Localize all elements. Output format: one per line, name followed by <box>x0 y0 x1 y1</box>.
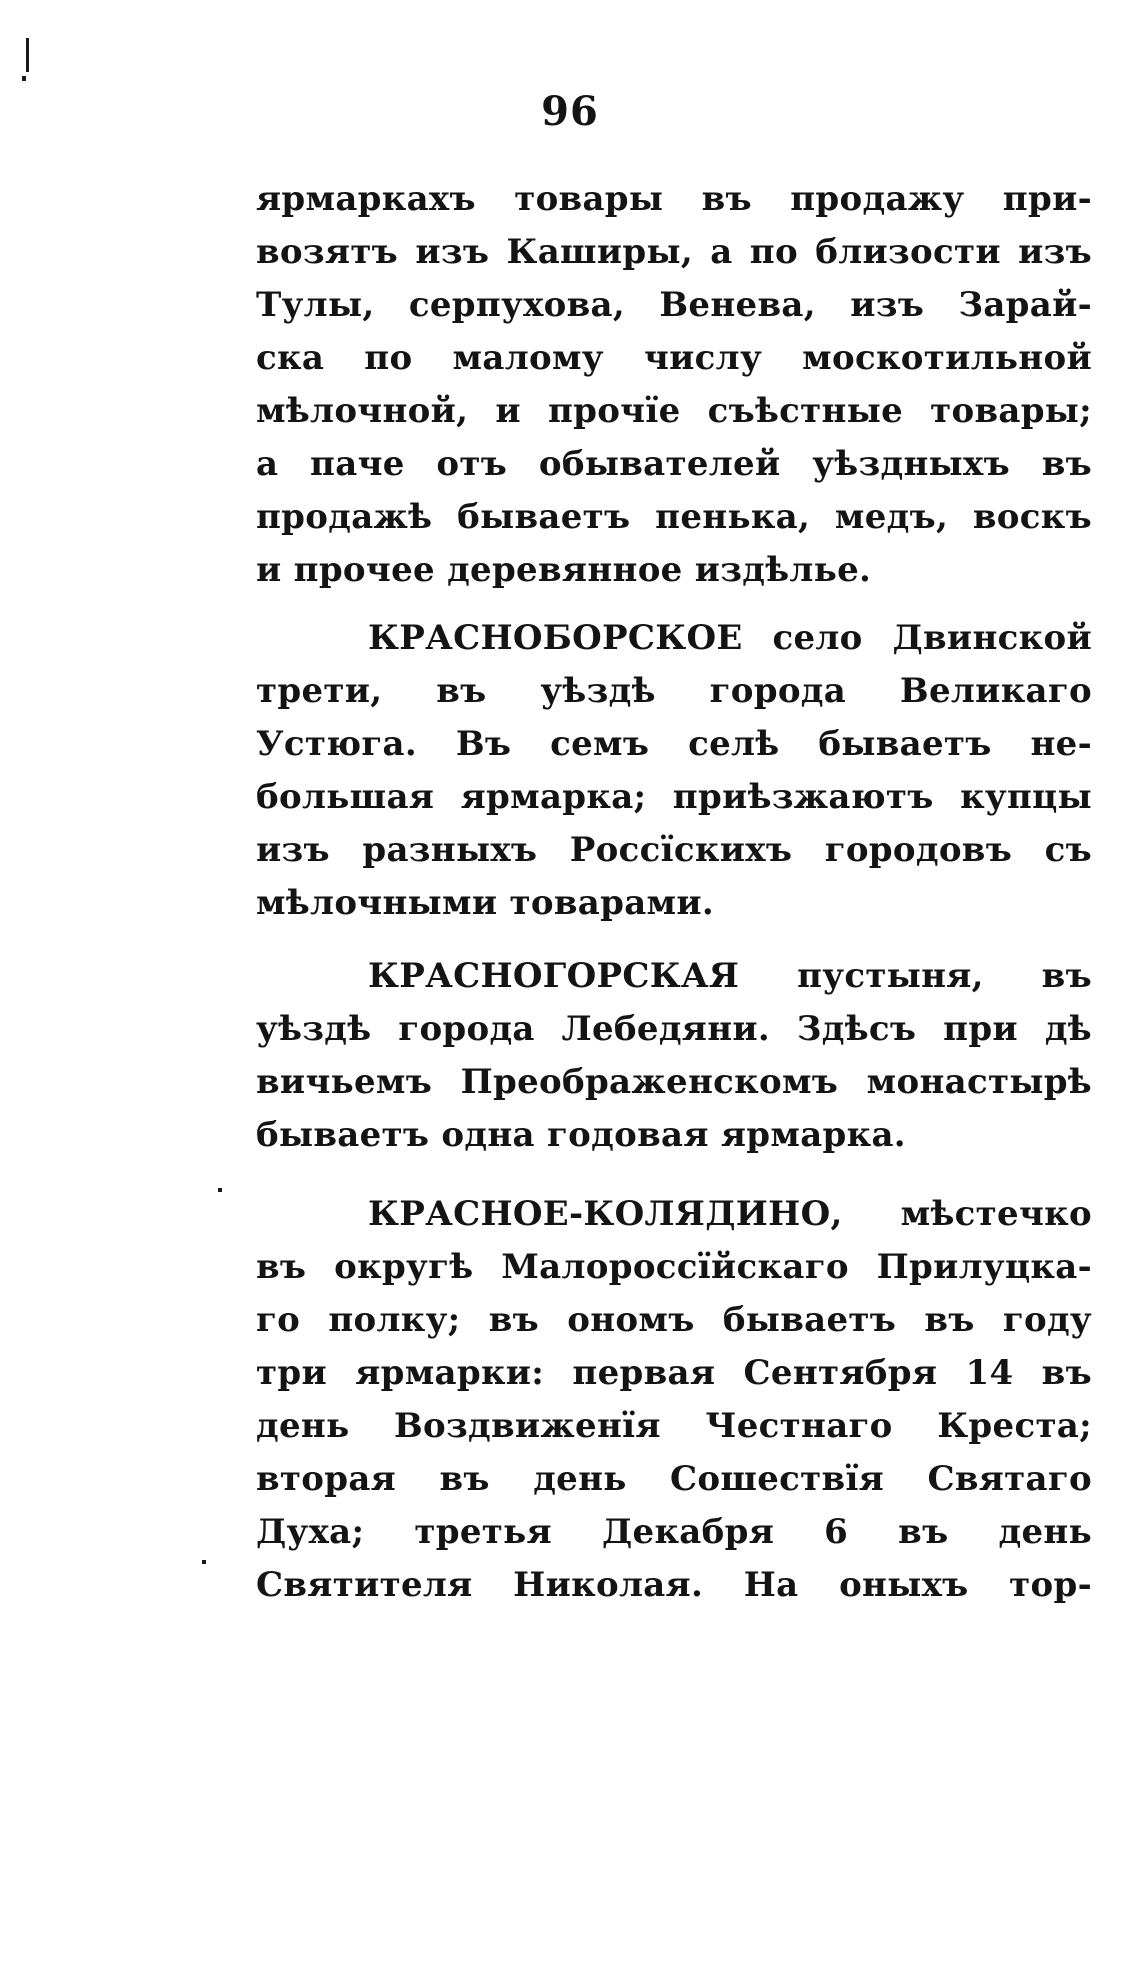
text-line: ярмаркахъ товары въ продажу при- <box>256 179 1092 219</box>
text-line: бываетъ одна годовая ярмарка. <box>256 1115 906 1155</box>
entry-krasnogorskaya <box>256 950 1092 1162</box>
entry-krasnoe-kolyadino <box>256 1188 1092 1612</box>
text-line: три ярмарки: первая Сентября 14 въ <box>256 1353 1092 1393</box>
text-line: Устюга. Въ семъ селѣ бываетъ не- <box>256 724 1092 764</box>
text-line: мѣлочной, и прочїе съѣстные товары; <box>256 391 1092 431</box>
entry-heading-line: КРАСНОБОРСКОЕ село Двинской <box>368 618 1092 658</box>
text-line: мѣлочными товарами. <box>256 883 715 923</box>
margin-mark <box>22 76 26 81</box>
text-line: вичьемъ Преображенскомъ монастырѣ <box>256 1062 1092 1102</box>
text-line: возятъ изъ Каширы, а по близости изъ <box>256 232 1092 272</box>
text-line: вторая въ день Сошествїя Святаго <box>256 1459 1092 1499</box>
text-line: трети, въ уѣздѣ города Великаго <box>256 671 1092 711</box>
margin-mark <box>218 1188 222 1192</box>
entry-heading-line: КРАСНОГОРСКАЯ пустыня, въ <box>368 956 1092 996</box>
page-number: 96 <box>541 88 599 135</box>
text-line: Святителя Николая. На оныхъ тор- <box>256 1565 1092 1605</box>
margin-mark <box>202 1560 206 1564</box>
text-line: продажѣ бываетъ пенька, медъ, воскъ <box>256 497 1092 537</box>
text-line: и прочее деревянное издѣлье. <box>256 550 872 590</box>
text-line: Духа; третья Декабря 6 въ день <box>256 1512 1092 1552</box>
text-line: въ округѣ Малороссїйскаго Прилуцка- <box>256 1247 1092 1287</box>
text-line: а паче отъ обывателей уѣздныхъ въ <box>256 444 1092 484</box>
paragraph-yarmarki <box>256 173 1092 597</box>
text-line: изъ разныхъ Россїскихъ городовъ съ <box>256 830 1092 870</box>
text-line: ска по малому числу москотильной <box>256 338 1092 378</box>
margin-mark <box>26 38 29 72</box>
text-line: большая ярмарка; приѣзжаютъ купцы <box>256 777 1092 817</box>
entry-heading-line: КРАСНОЕ-КОЛЯДИНО, мѣстечко <box>368 1194 1092 1234</box>
text-line: день Воздвиженїя Честнаго Креста; <box>256 1406 1092 1446</box>
text-line: уѣздѣ города Лебедяни. Здѣсъ при дѣ <box>256 1009 1092 1049</box>
text-line: го полку; въ ономъ бываетъ въ году <box>256 1300 1092 1340</box>
text-line: Тулы, серпухова, Венева, изъ Зарай- <box>256 285 1092 325</box>
entry-krasnoborskoe <box>256 612 1092 930</box>
